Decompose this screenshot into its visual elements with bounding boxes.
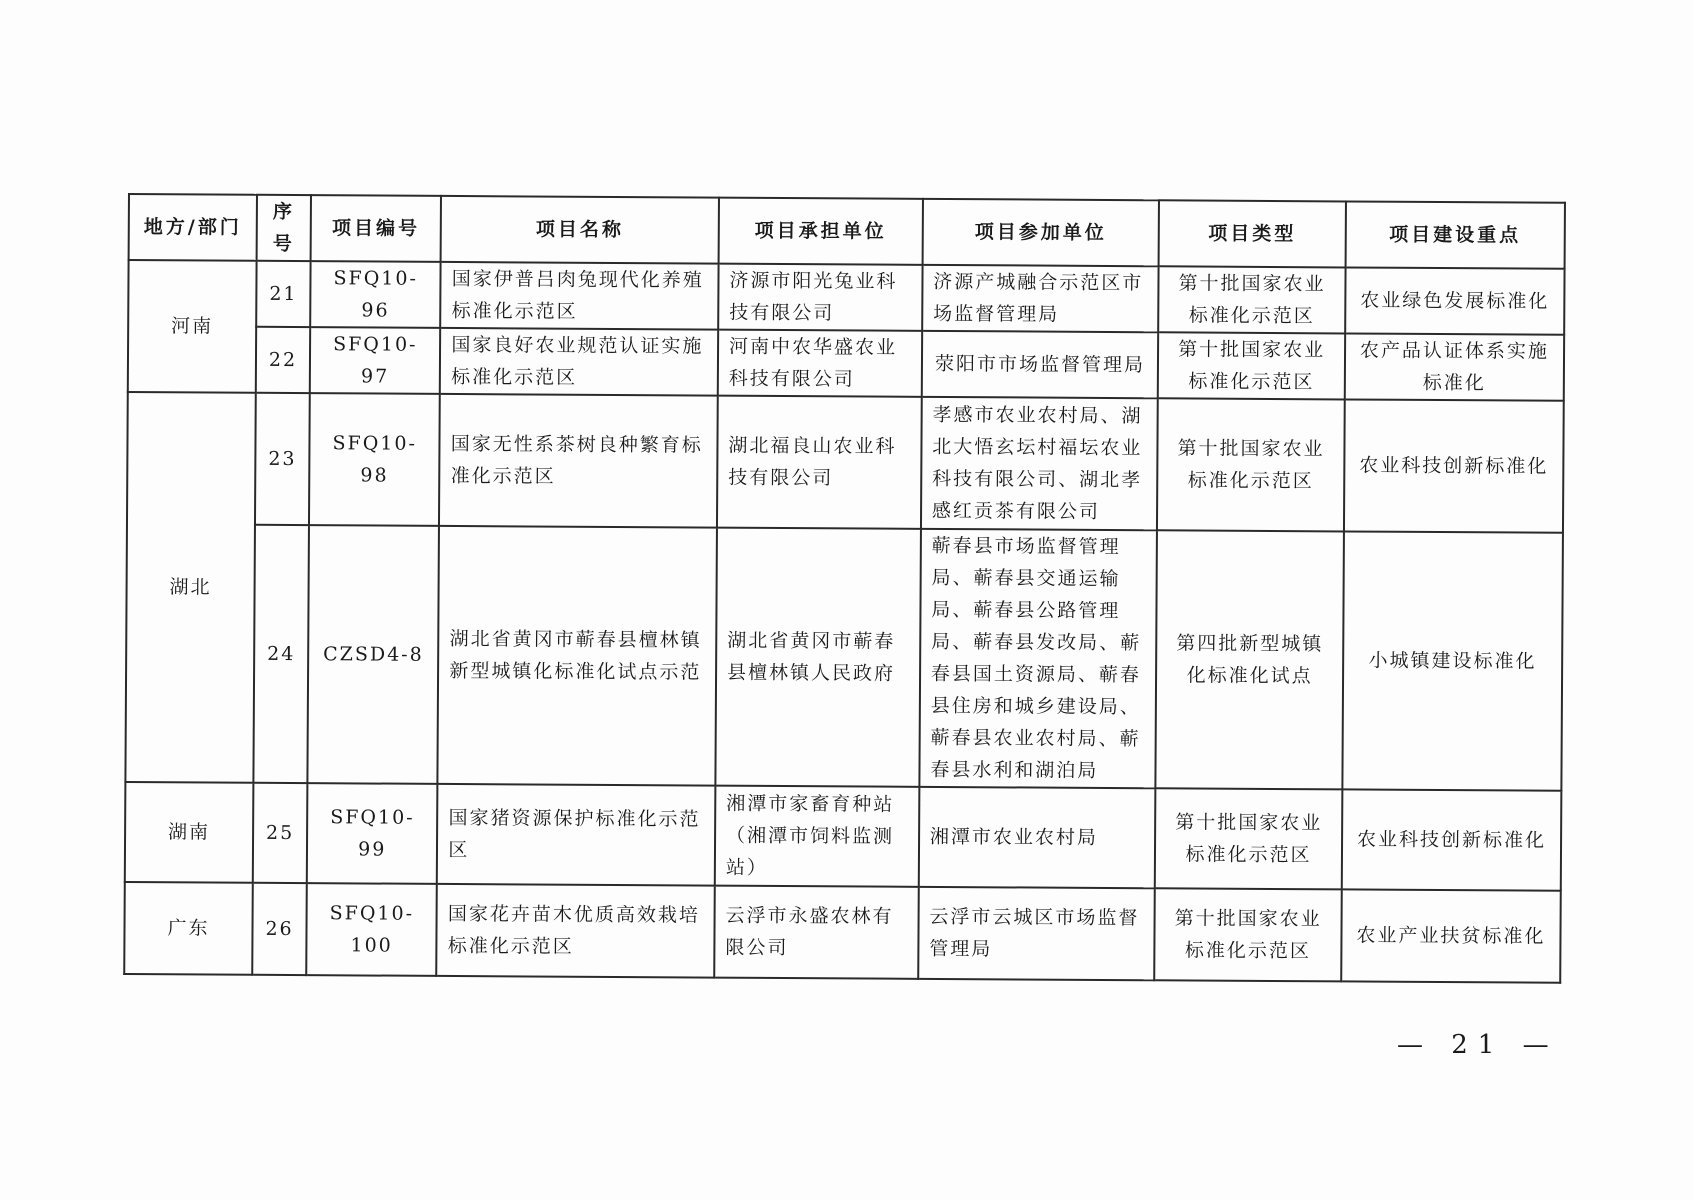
focus-cell: 农业绿色发展标准化 bbox=[1345, 267, 1565, 334]
participants-cell: 湘潭市农业农村局 bbox=[919, 787, 1156, 888]
code-cell: SFQ10-97 bbox=[310, 327, 441, 394]
code-cell: CZSD4-8 bbox=[308, 525, 440, 784]
focus-cell: 农业科技创新标准化 bbox=[1344, 399, 1564, 532]
header-name: 项目名称 bbox=[441, 196, 719, 264]
undertaker-cell: 湖北福良山农业科技有限公司 bbox=[717, 396, 922, 529]
header-seq-line2: 号 bbox=[272, 232, 295, 256]
seq-cell: 23 bbox=[255, 393, 310, 525]
name-cell: 国家伊普吕肉兔现代化养殖标准化示范区 bbox=[441, 262, 719, 330]
name-cell: 国家良好农业规范认证实施标准化示范区 bbox=[440, 328, 718, 396]
code-cell: SFQ10-100 bbox=[306, 883, 437, 976]
code-cell: SFQ10-96 bbox=[310, 261, 441, 328]
type-cell: 第十批国家农业标准化示范区 bbox=[1158, 266, 1345, 333]
type-cell: 第十批国家农业标准化示范区 bbox=[1157, 398, 1344, 531]
project-table bbox=[123, 193, 1566, 984]
page-number: — 21 — bbox=[1397, 1030, 1559, 1060]
header-focus: 项目建设重点 bbox=[1345, 201, 1565, 268]
undertaker-cell: 济源市阳光兔业科技有限公司 bbox=[718, 264, 922, 331]
header-type: 项目类型 bbox=[1159, 200, 1346, 267]
table-row bbox=[127, 392, 1564, 533]
table-row bbox=[128, 260, 1564, 335]
undertaker-cell: 云浮市永盛农林有限公司 bbox=[714, 886, 918, 979]
name-cell: 国家花卉苗木优质高效栽培标准化示范区 bbox=[437, 884, 715, 978]
region-cell-hunan: 湖南 bbox=[125, 782, 254, 883]
header-participants: 项目参加单位 bbox=[922, 199, 1159, 266]
name-cell: 湖北省黄冈市蕲春县檀林镇新型城镇化标准化试点示范 bbox=[438, 526, 717, 786]
region-cell-henan: 河南 bbox=[128, 260, 257, 393]
header-seq-line1: 序 bbox=[272, 200, 296, 224]
type-cell: 第十批国家农业标准化示范区 bbox=[1155, 788, 1342, 889]
focus-cell: 农业产业扶贫标准化 bbox=[1341, 889, 1561, 982]
seq-cell: 22 bbox=[256, 327, 311, 393]
participants-cell: 济源产城融合示范区市场监督管理局 bbox=[922, 265, 1159, 332]
seq-cell: 26 bbox=[252, 883, 307, 975]
seq-cell: 24 bbox=[253, 525, 309, 783]
type-cell: 第十批国家农业标准化示范区 bbox=[1158, 332, 1345, 399]
seq-cell: 21 bbox=[256, 261, 311, 327]
undertaker-cell: 湖北省黄冈市蕲春县檀林镇人民政府 bbox=[715, 528, 920, 787]
header-code: 项目编号 bbox=[311, 195, 442, 262]
undertaker-cell: 湘潭市家畜育种站（湘潭市饲料监测站） bbox=[715, 786, 919, 887]
name-cell: 国家猪资源保护标准化示范区 bbox=[437, 784, 715, 886]
participants-cell: 孝感市农业农村局、湖北大悟玄坛村福坛农业科技有限公司、湖北孝感红贡茶有限公司 bbox=[921, 397, 1158, 530]
table-row bbox=[125, 524, 1563, 791]
code-cell: SFQ10-99 bbox=[307, 783, 438, 884]
participants-cell: 云浮市云城区市场监督管理局 bbox=[918, 887, 1155, 980]
focus-cell: 小城镇建设标准化 bbox=[1342, 531, 1563, 790]
type-cell: 第十批国家农业标准化示范区 bbox=[1155, 888, 1342, 981]
table-row bbox=[128, 326, 1564, 401]
focus-cell: 农业科技创新标准化 bbox=[1342, 789, 1562, 890]
region-cell-hubei: 湖北 bbox=[125, 392, 255, 783]
header-seq bbox=[257, 195, 312, 261]
participants-cell: 蕲春县市场监督管理局、蕲春县交通运输局、蕲春县公路管理局、蕲春县发改局、蕲春县国土资源局、蕲春县住房和城乡建设局、蕲春县农业农村局、蕲春县水利和湖泊局 bbox=[919, 529, 1157, 788]
participants-cell: 荥阳市市场监督管理局 bbox=[922, 331, 1159, 398]
table-row bbox=[124, 882, 1561, 983]
focus-cell: 农产品认证体系实施标准化 bbox=[1345, 333, 1565, 400]
type-cell: 第四批新型城镇化标准化试点 bbox=[1156, 530, 1344, 789]
header-undertaker: 项目承担单位 bbox=[719, 198, 923, 265]
undertaker-cell: 河南中农华盛农业科技有限公司 bbox=[718, 330, 922, 397]
name-cell: 国家无性系茶树良种繁育标准化示范区 bbox=[439, 394, 717, 528]
header-region: 地方/部门 bbox=[129, 194, 257, 261]
region-cell-guangdong: 广东 bbox=[124, 882, 253, 975]
seq-cell: 25 bbox=[253, 783, 308, 883]
table-row bbox=[125, 782, 1562, 891]
code-cell: SFQ10-98 bbox=[309, 393, 440, 526]
table-header-row bbox=[129, 194, 1565, 269]
